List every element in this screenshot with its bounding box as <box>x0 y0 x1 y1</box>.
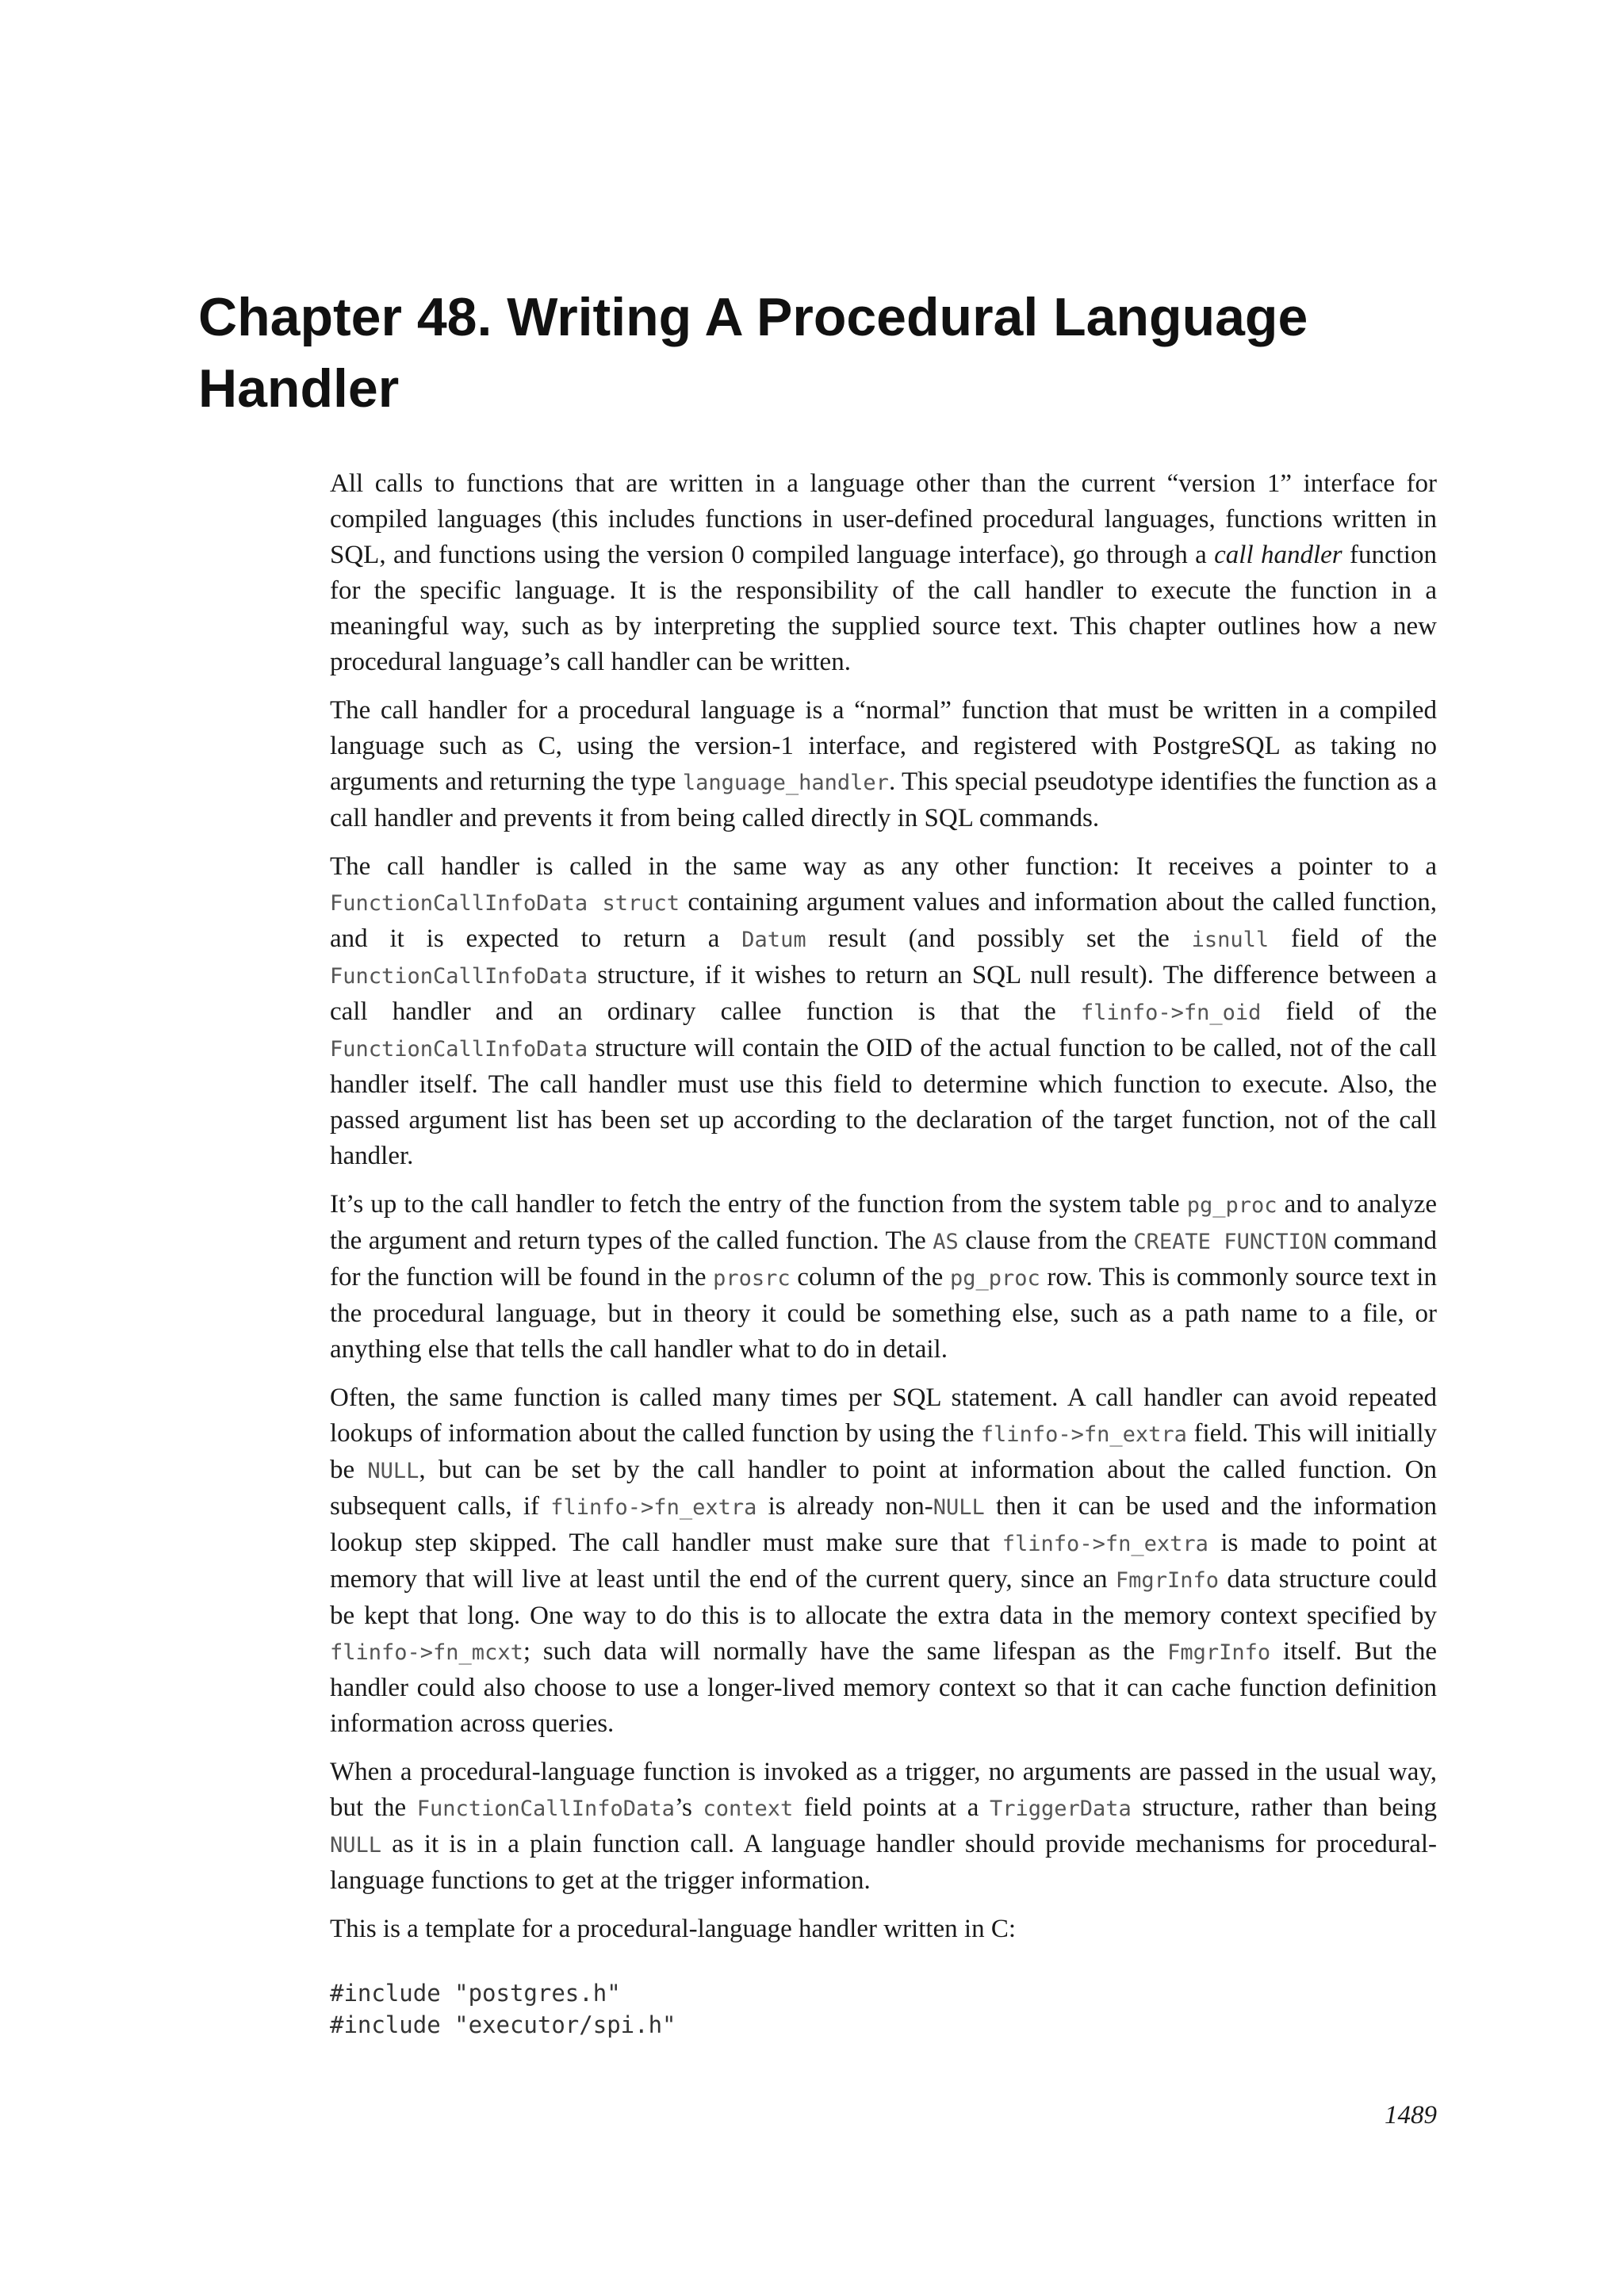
code-pg-proc: pg_proc <box>1186 1193 1277 1218</box>
page-number: 1489 <box>1385 2101 1437 2130</box>
code-as: AS <box>933 1230 959 1254</box>
paragraph-call-handler-invocation: The call handler is called in the same way as any other function: It receives a pointer to a FunctionCallInfoData struct containing argument values and information about the called function, and it is expected to return a Datum result (and possibly set the isnull field of the FunctionCallInfoData structure, if it wishes to return an SQL null result). The difference between a call handler and an ordinary callee function is that the flinfo->fn_oid field of the FunctionCallInfoData structure will contain the OID of the actual function to be called, not of the call handler itself. The call handler must use this field to determine which function to execute. Also, the passed argument list has been set up according to the declaration of the target function, not of the call handler. <box>330 852 1437 1170</box>
code-line: #include "postgres.h" <box>330 1980 621 2007</box>
code-flinfo-fn-extra: flinfo->fn_extra <box>980 1422 1187 1447</box>
code-functioncallinfodata-struct: FunctionCallInfoData struct <box>330 891 680 916</box>
paragraph-pg-proc-lookup: It’s up to the call handler to fetch the entry of the function from the system table pg_proc and to analyze the argument and return types of the called function. The AS clause from the CREATE FUNCTION command for the function will be found in the prosrc column of the pg_proc row. This is commonly source text in the procedural language, but in theory it could be something else, such as a path name to a file, or anything else that tells the call handler what to do in detail. <box>330 1190 1437 1364</box>
code-functioncallinfodata: FunctionCallInfoData <box>416 1797 675 1821</box>
paragraph-intro: All calls to functions that are written in a language other than the current “version 1” interface for compiled languages (this includes functions in user-defined procedural languages, functions written in SQL, and functions using the version 0 compiled language interface), go through a call handler function for the specific language. It is the responsibility of the call handler to execute the function in a meaningful way, such as by interpreting the supplied source text. This chapter outlines how a new procedural language’s call handler can be written. <box>330 469 1437 676</box>
chapter-title: Chapter 48. Writing A Procedural Language Handler <box>198 287 1308 419</box>
code-fmgrinfo: FmgrInfo <box>1115 1568 1219 1593</box>
code-null: NULL <box>330 1833 382 1858</box>
paragraph-call-handler-definition: The call handler for a procedural language is a “normal” function that must be written in a compiled language such as C, using the version-1 interface, and registered with PostgreSQL as taking no arguments and returning the type language_handler. This special pseudotype identifies the function as a call handler and prevents it from being called directly in SQL commands. <box>330 696 1437 832</box>
code-null: NULL <box>933 1495 985 1520</box>
code-functioncallinfodata: FunctionCallInfoData <box>330 964 588 989</box>
code-line: #include "executor/spi.h" <box>330 2011 676 2038</box>
term-call-handler: call handler <box>1214 541 1342 569</box>
code-datum: Datum <box>741 928 806 952</box>
paragraph-trigger-invocation: When a procedural-language function is invoked as a trigger, no arguments are passed in the usual way, but the FunctionCallInfoData’s context field points at a TriggerData structure, rather than being NULL as it is in a plain function call. A language handler should provide mechanisms for procedural-language functions to get at the trigger information. <box>330 1758 1438 1895</box>
chapter-body <box>330 466 1437 2041</box>
code-context: context <box>703 1797 794 1821</box>
code-flinfo-fn-oid: flinfo->fn_oid <box>1080 1001 1262 1025</box>
code-pg-proc: pg_proc <box>949 1266 1040 1291</box>
code-triggerdata: TriggerData <box>989 1797 1132 1821</box>
code-language-handler: language_handler <box>682 771 889 795</box>
code-flinfo-fn-extra: flinfo->fn_extra <box>550 1495 757 1520</box>
code-block <box>330 1977 1437 2041</box>
code-flinfo-fn-mcxt: flinfo->fn_mcxt <box>330 1640 523 1665</box>
code-prosrc: prosrc <box>713 1266 791 1291</box>
code-create-function: CREATE FUNCTION <box>1133 1230 1327 1254</box>
code-fmgrinfo: FmgrInfo <box>1167 1640 1271 1665</box>
paragraph-template-intro: This is a template for a procedural-language handler written in C: <box>330 1915 1017 1943</box>
paragraph-fn-extra-caching: Often, the same function is called many times per SQL statement. A call handler can avoid repeated lookups of information about the called function by using the flinfo->fn_extra field. This will initially be NULL, but can be set by the call handler to point at information about the called function. On subsequent calls, if flinfo->fn_extra is already non-NULL then it can be used and the information lookup step skipped. The call handler must make sure that flinfo->fn_extra is made to point at memory that will live at least until the end of the current query, since an FmgrInfo data structure could be kept that long. One way to do this is to allocate the extra data in the memory context specified by flinfo->fn_mcxt; such data will normally have the same lifespan as the FmgrInfo itself. But the handler could also choose to use a longer-lived memory context so that it can cache function definition information across queries. <box>330 1383 1438 1738</box>
code-flinfo-fn-extra: flinfo->fn_extra <box>1002 1532 1208 1556</box>
code-functioncallinfodata: FunctionCallInfoData <box>330 1037 588 1062</box>
code-isnull: isnull <box>1191 928 1270 952</box>
code-null: NULL <box>367 1459 419 1483</box>
